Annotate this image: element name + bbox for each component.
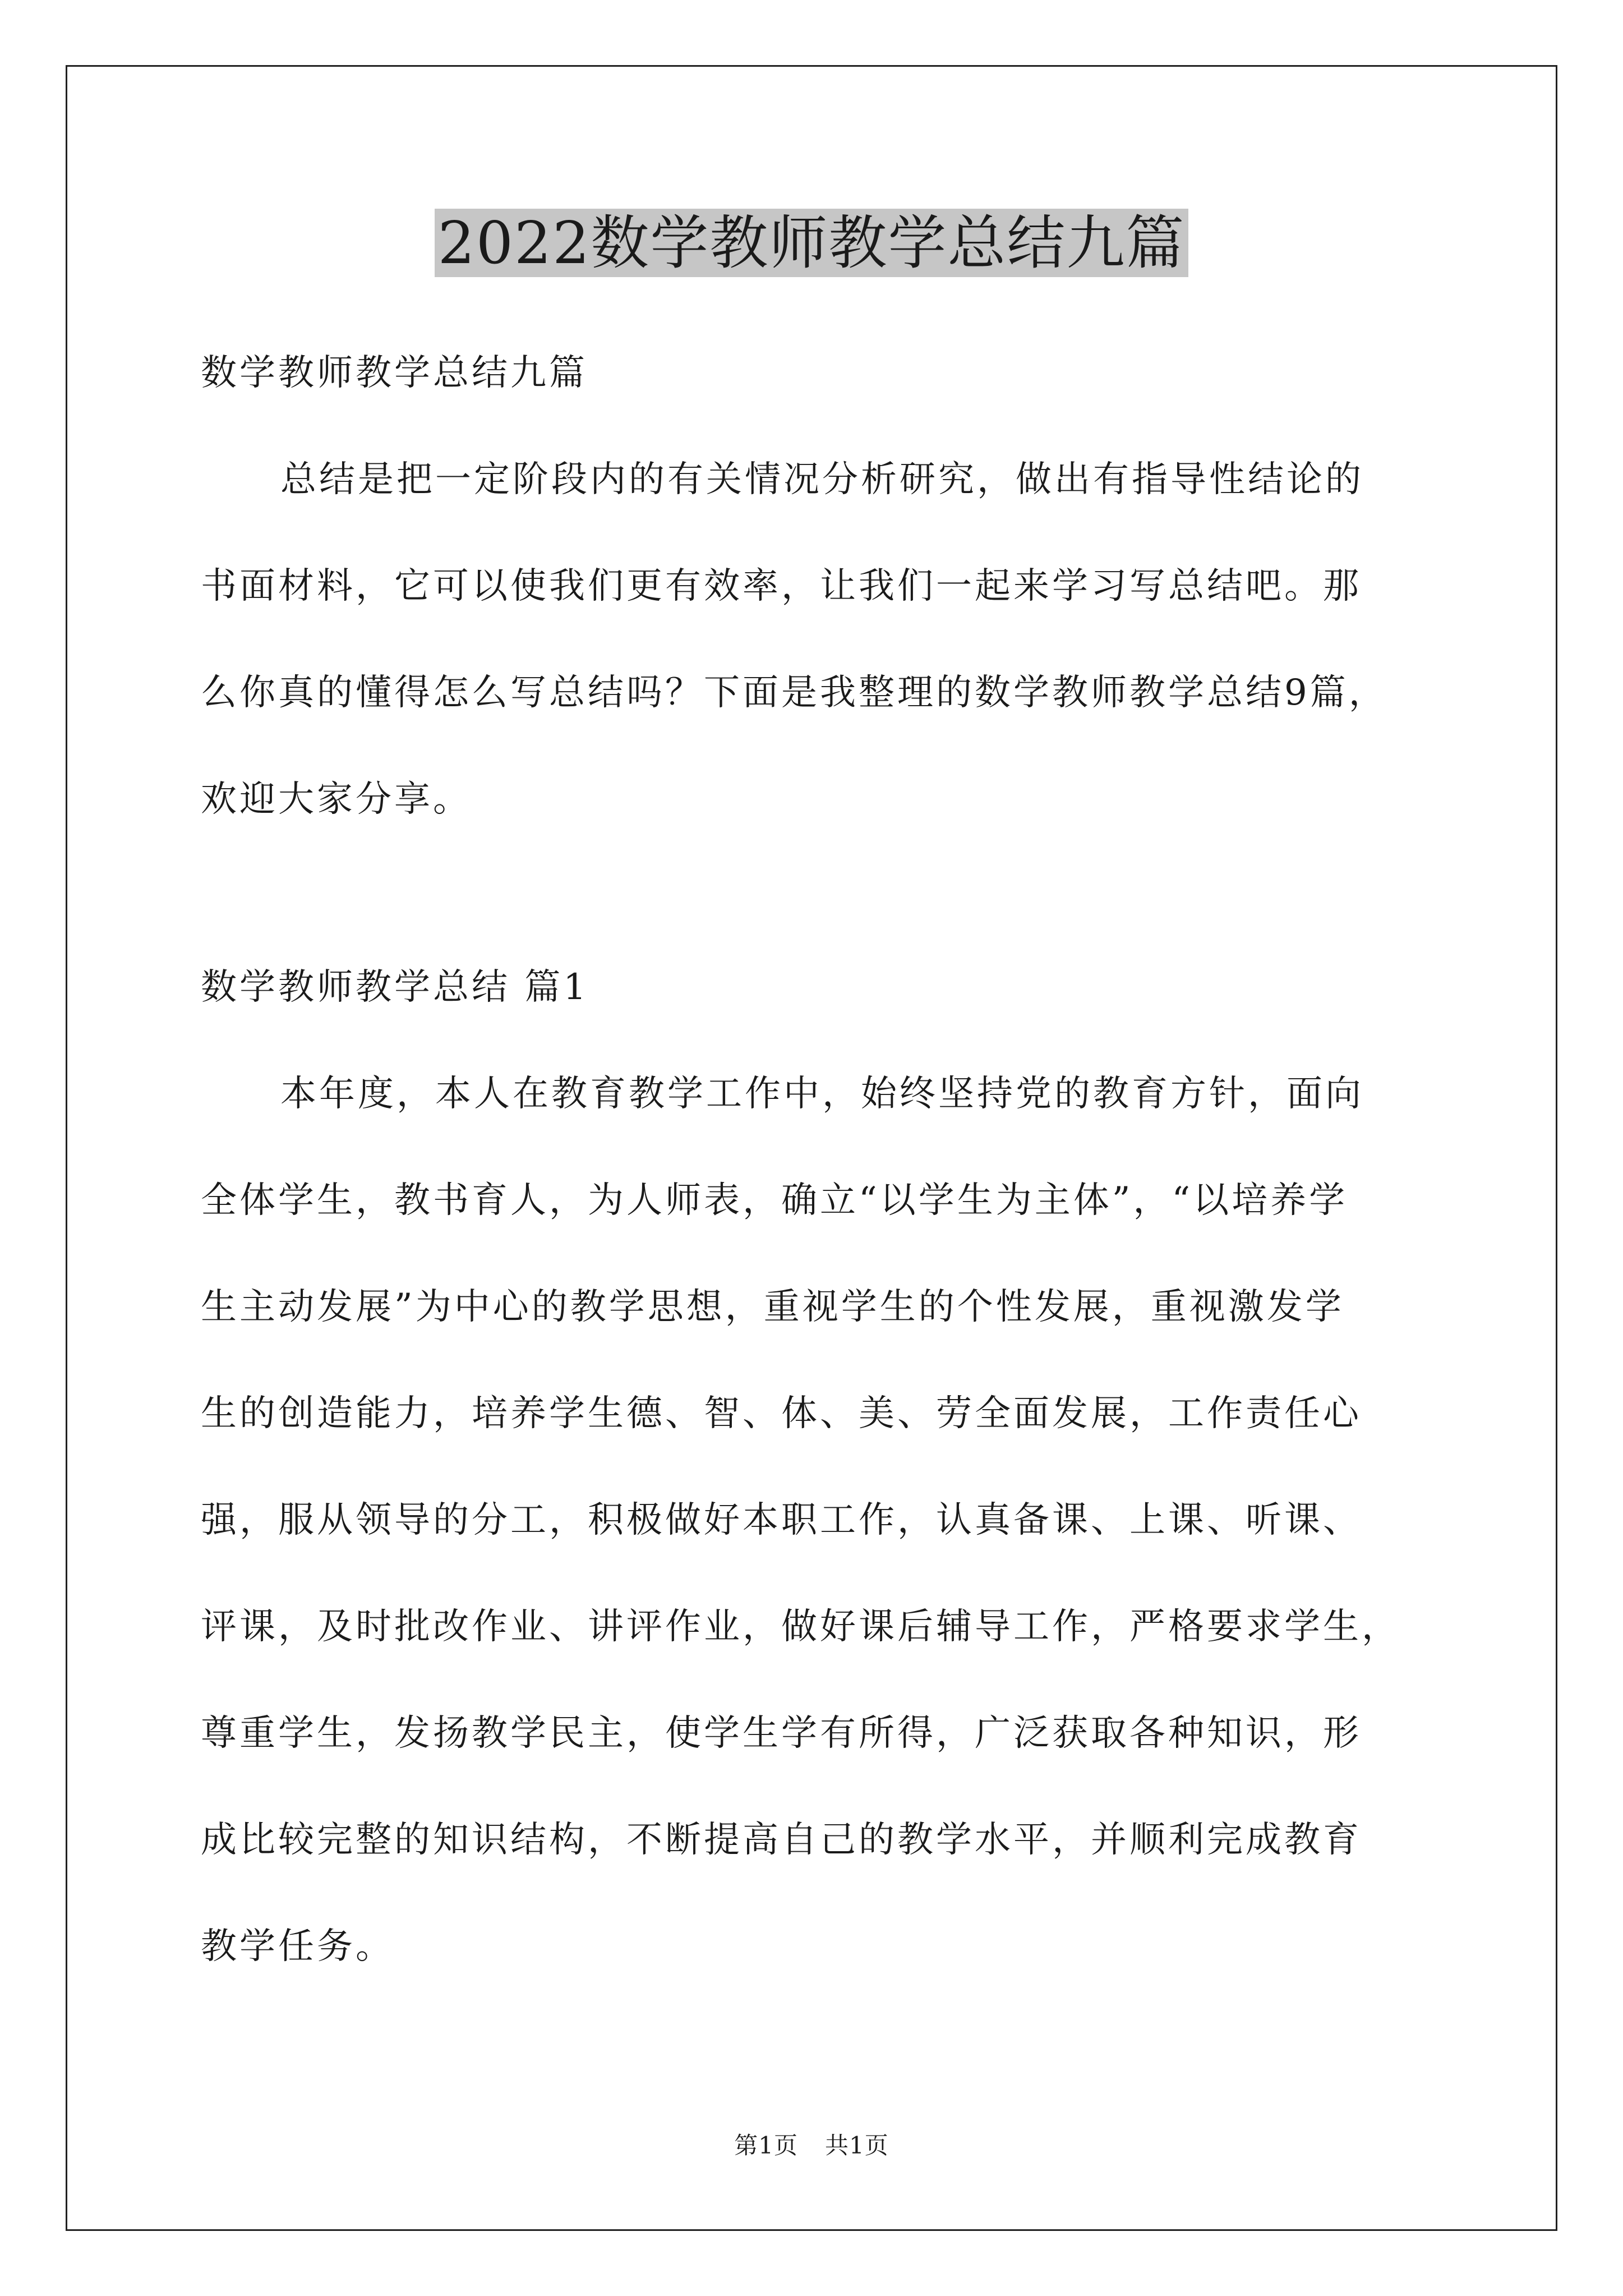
section-line: 生的创造能力，培养学生德、智、体、美、劳全面发展，工作责任心 [201, 1393, 1362, 1434]
document-subtitle: 数学教师教学总结九篇 [201, 352, 588, 394]
section-line: 成比较完整的知识结构，不断提高自己的教学水平，并顺利完成教育 [201, 1819, 1362, 1861]
page-footer [0, 2129, 1623, 2162]
section-line: 强，服从领导的分工，积极做好本职工作，认真备课、上课、听课、 [201, 1499, 1362, 1541]
section-line: 生主动发展”为中心的教学思想，重视学生的个性发展，重视激发学 [201, 1286, 1344, 1328]
intro-line: 总结是把一定阶段内的有关情况分析研究，做出有指导性结论的 [280, 459, 1364, 500]
page-number-total: 共1页 [825, 2132, 889, 2159]
intro-line: 么你真的懂得怎么写总结吗？下面是我整理的数学教师教学总结9篇， [201, 672, 1387, 714]
intro-line: 欢迎大家分享。 [201, 779, 472, 820]
section-line: 评课，及时批改作业、讲评作业，做好课后辅导工作，严格要求学生， [201, 1606, 1400, 1648]
document-title [0, 201, 1623, 285]
intro-line: 书面材料，它可以使我们更有效率，让我们一起来学习写总结吧。那 [201, 565, 1362, 607]
section-line: 全体学生，教书育人，为人师表，确立“以学生为主体”，“以培养学 [201, 1180, 1348, 1221]
section-line: 教学任务。 [201, 1926, 394, 1967]
section-line: 本年度，本人在教育教学工作中，始终坚持党的教育方针，面向 [280, 1073, 1364, 1115]
document-title-text: 2022数学教师教学总结九篇 [435, 209, 1189, 277]
section-line: 尊重学生，发扬教学民主，使学生学有所得，广泛获取各种知识，形 [201, 1713, 1362, 1754]
page-number-current: 第1页 [734, 2132, 798, 2159]
section-heading: 数学教师教学总结 篇1 [201, 967, 589, 1008]
